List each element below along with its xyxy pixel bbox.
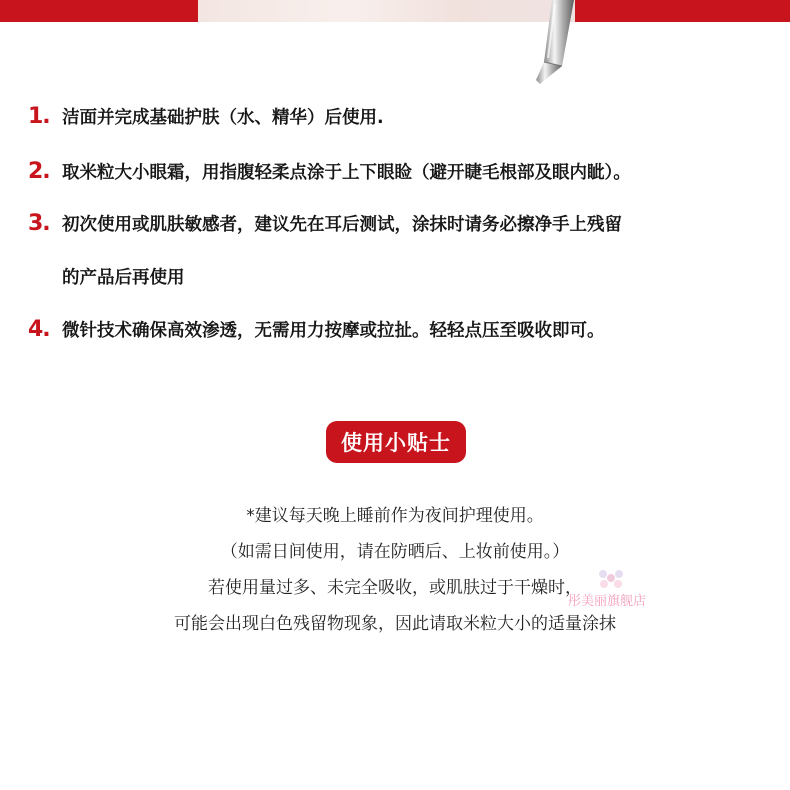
banner-red-left	[0, 0, 198, 22]
banner-product-photo	[198, 0, 575, 22]
step-1	[28, 98, 384, 134]
step-3	[28, 205, 622, 241]
step-text: 取米粒大小眼霜，用指腹轻柔点涂于上下眼睑（避开睫毛根部及眼内眦）。	[62, 162, 631, 183]
microneedle-pen-icon	[522, 0, 582, 86]
flower-logo-icon	[594, 565, 628, 591]
tip-line: 可能会出现白色残留物现象，因此请取米粒大小的适量涂抹	[174, 614, 616, 634]
step-text: 洁面并完成基础护肤（水、精华）后使用.	[62, 107, 384, 128]
tip-line: *建议每天晚上睡前作为夜间护理使用。	[246, 506, 544, 526]
header-banner	[0, 0, 790, 22]
tip-line: 若使用量过多、未完全吸收，或肌肤过于干燥时，	[208, 578, 582, 598]
step-text: 微针技术确保高效渗透，无需用力按摩或拉扯。轻轻点压至吸收即可。	[62, 320, 605, 341]
step-3-continuation: 的产品后再使用	[62, 268, 185, 288]
tips-title: 使用小贴士	[341, 431, 451, 455]
step-number: 4.	[28, 316, 50, 342]
step-number: 1.	[28, 103, 50, 129]
store-watermark: 彤美丽旗舰店	[568, 594, 647, 609]
tip-line: （如需日间使用，请在防晒后、上妆前使用。）	[220, 542, 570, 562]
step-4	[28, 311, 605, 347]
step-number: 3.	[28, 210, 50, 236]
banner-red-right	[575, 0, 790, 22]
step-number: 2.	[28, 158, 50, 184]
step-2	[28, 153, 631, 189]
step-text: 初次使用或肌肤敏感者，建议先在耳后测试，涂抹时请务必擦净手上残留	[62, 214, 622, 235]
tips-badge	[326, 421, 466, 463]
